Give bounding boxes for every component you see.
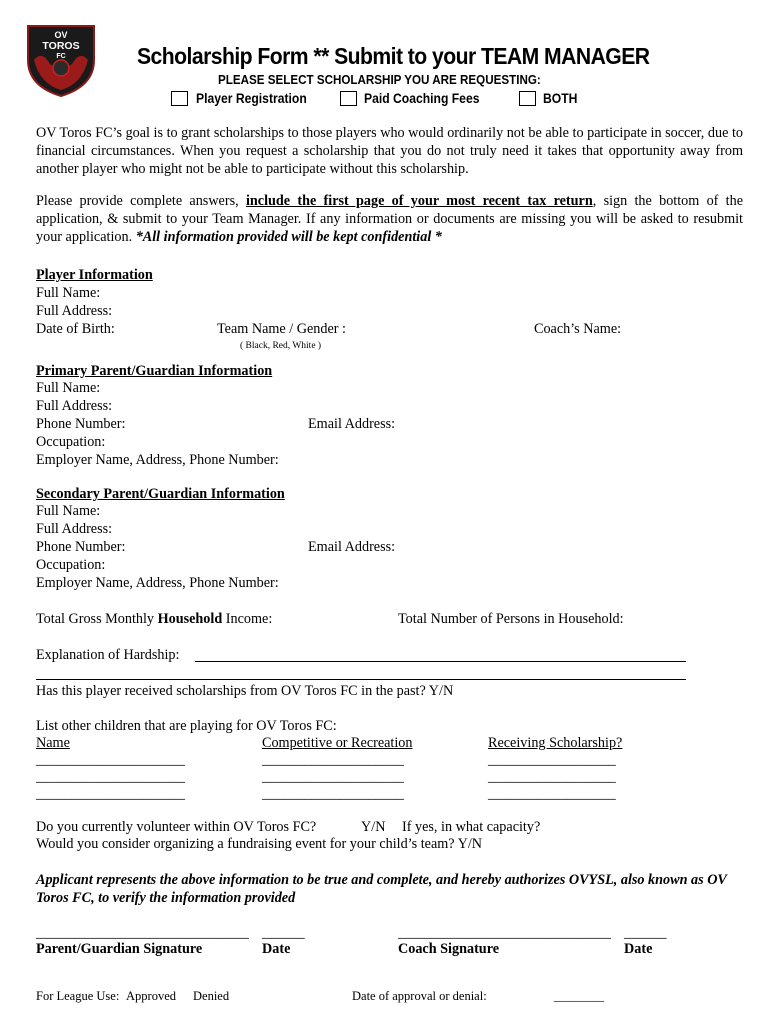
scholarship-prompt: PLEASE SELECT SCHOLARSHIP YOU ARE REQUESTING: — [218, 73, 541, 87]
primary-phone-label: Phone Number: — [36, 416, 126, 432]
income-text: Total Gross Monthly — [36, 611, 158, 627]
player-registration-label: Player Registration — [196, 91, 307, 106]
instructions-text-2: , sign the bottom of the application, & submit to your Team Manager. If any information or documents are missing you will be asked to resubmit your application. — [36, 193, 743, 245]
intro-paragraph: OV Toros FC’s goal is to grant scholarships to those players who would ordinarily not be able to participate in soccer, due to financial circumstances. When you request a scholarship that you do not truly need it takes that opportunity away from another player who might not be able to participate without this scholarship. — [36, 125, 743, 177]
child-type-blank-3[interactable]: ____________________ — [262, 786, 404, 802]
primary-email-label: Email Address: — [308, 416, 396, 432]
both-checkbox[interactable] — [519, 91, 536, 106]
child-scholarship-blank-3[interactable]: __________________ — [488, 786, 616, 802]
club-logo — [22, 20, 100, 98]
child-name-blank-1[interactable]: _____________________ — [36, 752, 185, 768]
player-registration-checkbox[interactable] — [171, 91, 188, 106]
secondary-phone-label: Phone Number: — [36, 539, 126, 555]
secondary-occupation-label: Occupation: — [36, 557, 106, 573]
certification-statement: Applicant represents the above information to be true and complete, and hereby authorizes OVYSL, also known as OV Toros FC, to verify the information provided — [36, 872, 727, 906]
hardship-label: Explanation of Hardship: — [36, 647, 180, 663]
league-use-label: For League Use: — [36, 989, 120, 1003]
svg-text:FC: FC — [56, 53, 66, 60]
volunteer-capacity-question: If yes, in what capacity? — [402, 819, 541, 835]
coach-date-line[interactable]: ______ — [624, 925, 667, 941]
team-name-gender-label: Team Name / Gender : — [217, 321, 347, 337]
paid-coaching-fees-checkbox[interactable] — [340, 91, 357, 106]
team-color-hint: ( Black, Red, White ) — [240, 341, 322, 351]
hardship-line-1[interactable] — [195, 661, 686, 662]
children-name-header: Name — [36, 735, 70, 751]
player-full-name-label: Full Name: — [36, 285, 101, 301]
page-title: Scholarship Form ** Submit to your TEAM MANAGER — [137, 43, 650, 69]
primary-employer-label: Employer Name, Address, Phone Number: — [36, 452, 279, 468]
other-children-prompt: List other children that are playing for OV Toros FC: — [36, 718, 337, 734]
household-persons-label: Total Number of Persons in Household: — [398, 611, 624, 627]
coach-date-label: Date — [624, 941, 653, 957]
fundraising-question: Would you consider organizing a fundraising event for your child’s team? Y/N — [36, 836, 483, 852]
secondary-full-name-label: Full Name: — [36, 503, 101, 519]
child-type-blank-1[interactable]: ____________________ — [262, 752, 404, 768]
secondary-employer-label: Employer Name, Address, Phone Number: — [36, 575, 279, 591]
approval-date-label: Date of approval or denial: — [352, 989, 487, 1003]
confidential-note: *All information provided will be kept confidential * — [135, 229, 442, 245]
both-label: BOTH — [543, 91, 578, 106]
parent-date-label: Date — [262, 941, 291, 957]
primary-full-name-label: Full Name: — [36, 380, 101, 396]
coach-signature-line[interactable]: ______________________________ — [398, 925, 611, 941]
player-dob-label: Date of Birth: — [36, 321, 115, 337]
primary-full-address-label: Full Address: — [36, 398, 113, 414]
parent-signature-label: Parent/Guardian Signature — [36, 941, 203, 957]
parent-date-line[interactable]: ______ — [262, 925, 305, 941]
child-scholarship-blank-1[interactable]: __________________ — [488, 752, 616, 768]
income-text-2: Income: — [222, 611, 273, 627]
child-name-blank-3[interactable]: _____________________ — [36, 786, 185, 802]
child-name-blank-2[interactable]: _____________________ — [36, 769, 185, 785]
paid-coaching-fees-label: Paid Coaching Fees — [364, 91, 480, 106]
past-scholarship-question: Has this player received scholarships from OV Toros FC in the past? Y/N — [36, 683, 454, 699]
hardship-line-2[interactable] — [36, 679, 686, 680]
volunteer-question: Do you currently volunteer within OV Toros FC? — [36, 819, 317, 835]
child-type-blank-2[interactable]: ____________________ — [262, 769, 404, 785]
approval-date-blank[interactable]: ________ — [554, 989, 604, 1003]
denied-option[interactable]: Denied — [193, 989, 230, 1003]
parent-signature-line[interactable]: ______________________________ — [36, 925, 249, 941]
tax-return-requirement: include the first page of your most recent tax return — [245, 193, 593, 209]
instructions-text: Please provide complete answers, — [36, 193, 246, 209]
coach-name-label: Coach’s Name: — [534, 321, 622, 337]
coach-signature-label: Coach Signature — [398, 941, 500, 957]
secondary-email-label: Email Address: — [308, 539, 396, 555]
children-competitive-header: Competitive or Recreation — [262, 735, 413, 751]
primary-guardian-heading: Primary Parent/Guardian Information — [36, 363, 273, 379]
secondary-full-address-label: Full Address: — [36, 521, 113, 537]
children-scholarship-header: Receiving Scholarship? — [488, 735, 623, 751]
volunteer-yn: Y/N — [361, 819, 386, 835]
child-scholarship-blank-2[interactable]: __________________ — [488, 769, 616, 785]
secondary-guardian-heading: Secondary Parent/Guardian Information — [36, 486, 285, 502]
player-full-address-label: Full Address: — [36, 303, 113, 319]
household-income-label — [36, 610, 272, 628]
svg-text:OV: OV — [54, 30, 68, 40]
approved-option[interactable]: Approved — [126, 989, 176, 1003]
instructions-paragraph — [36, 192, 743, 246]
svg-text:TOROS: TOROS — [42, 40, 80, 52]
household-emphasis: Household — [157, 611, 223, 627]
primary-occupation-label: Occupation: — [36, 434, 106, 450]
player-info-heading: Player Information — [36, 267, 153, 283]
